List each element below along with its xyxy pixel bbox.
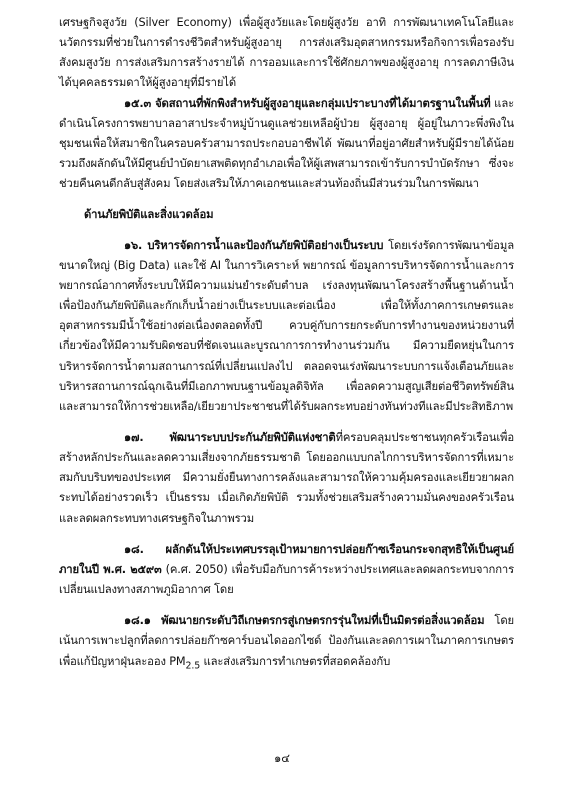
- paragraph-lead-bold: ๑๖. บริหารจัดการน้ำและป้องกันภัยพิบัติอย่างเป็นระบบ: [124, 238, 384, 252]
- paragraph-15-3: [59, 94, 514, 195]
- paragraph-text: (ค.ศ. 2050) เพื่อรับมือกับการค้าระหว่างประเทศและลดผลกระทบจากการเปลี่ยนแปลงทางสภาพภูมิอากาศ โดย: [59, 562, 514, 597]
- paragraph-text: โดยเร่งรัดการพัฒนาข้อมูลขนาดใหญ่ (Big Data) และใช้ AI ในการวิเคราะห์ พยากรณ์ ข้อมูลการบริหารจัดการน้ำและการพยากรณ์อากาศทั้งระบบให้มีความแม่นยำระดับตำบล เร่งลงทุนพัฒนาโครงสร้างพื้นฐานด้านน้ำเพื่อป้องกันภัยพิบัติและกักเก็บน้ำอย่างเป็นระบบและต่อเนื่อง เพื่อให้ทั้งภาคการเกษตรและอุตสาหกรรมมีน้ำใช้อย่างต่อเนื่องตลอดทั้งปี ควบคู่กับการยกระดับการทำงานของหน่วยงานที่เกี่ยวข้องให้มีความรับผิดชอบที่ชัดเจนและบูรณาการการทำงานร่วมกัน มีความยืดหยุ่นในการบริหารจัดการน้ำตามสถานการณ์ที่เปลี่ยนแปลงไป ตลอดจนเร่งพัฒนาระบบการแจ้งเตือนภัยและบริหารสถานการณ์ฉุกเฉินที่มีเอกภาพบนฐานข้อมูลดิจิทัล เพื่อลดความสูญเสียต่อชีวิตทรัพย์สิน และสามารถให้การช่วยเหลือ/เยียวยาประชาชนที่ได้รับผลกระทบอย่างทันท่วงทีและมีประสิทธิภาพ: [59, 238, 514, 413]
- document-body: [59, 13, 514, 676]
- paragraph-16: [59, 236, 514, 417]
- paragraph-17: [59, 428, 514, 529]
- paragraph-18: [59, 540, 514, 600]
- paragraph-text: โดยเน้นการเพาะปลูกที่ลดการปล่อยก๊าซคาร์บอนไดออกไซด์ ป้องกันและลดการเผาในภาคการเกษตรเพื่อแก้ปัญหาฝุ่นละออง PM: [59, 614, 514, 668]
- paragraph-text: ที่ครอบคลุมประชาชนทุกครัวเรือนเพื่อสร้างหลักประกันและลดความเสี่ยงจากภัยธรรมชาติ โดยออกแบบกลไกการบริหารจัดการที่เหมาะสมกับบริบทของประเทศ มีความยั่งยืนทางการคลังและสามารถให้ความคุ้มครองและเยียวยาผลกระทบได้อย่างรวดเร็ว เป็นธรรม เมื่อเกิดภัยพิบัติ รวมทั้งช่วยเสริมสร้างความมั่นคงของครัวเรือนและลดผลกระทบทางเศรษฐกิจในภาพรวม: [59, 430, 514, 525]
- paragraph-silver-economy: [59, 13, 514, 94]
- paragraph-lead-bold: ๑๘.๑ พัฒนายกระดับวิถีเกษตรกรสู่เกษตรกรรุ่นใหม่ที่เป็นมิตรต่อสิ่งแวดล้อม: [124, 614, 485, 628]
- paragraph-18-1: [59, 611, 514, 676]
- paragraph-lead-bold: ๑๕.๓ จัดสถานที่พักพิงสำหรับผู้สูงอายุและกลุ่มเปราะบางที่ได้มาตรฐานในพื้นที่: [124, 96, 491, 110]
- page-number: ๑๔: [273, 751, 290, 765]
- pm-subscript: 2.5: [185, 659, 201, 671]
- paragraph-lead-bold: ๑๘. ผลักดันให้ประเทศบรรลุเป้าหมายการปล่อยก๊าซเรือนกระจกสุทธิให้เป็นศูนย์ภายในปี พ.ศ. ๒๕๙๓: [59, 542, 514, 576]
- paragraph-text: เศรษฐกิจสูงวัย (Silver Economy) เพื่อผู้สูงวัยและโดยผู้สูงวัย อาทิ การพัฒนาเทคโนโลยีและนวัตกรรมที่ช่วยในการดำรงชีวิตสำหรับผู้สูงอายุ การส่งเสริมอุตสาหกรรมหรือกิจการเพื่อรองรับสังคมสูงวัย การส่งเสริมการสร้างรายได้ การออมและการใช้ศักยภาพของผู้สูงอายุ การลดภาษีเงินได้บุคคลธรรมดาให้ผู้สูงอายุที่มีรายได้: [59, 16, 514, 90]
- paragraph-lead-bold: ๑๗. พัฒนาระบบประกันภัยพิบัติแห่งชาติ: [124, 430, 336, 444]
- paragraph-text-tail: และส่งเสริมการทำเกษตรที่สอดคล้องกับ: [200, 654, 391, 668]
- section-heading-disaster-environment: ด้านภัยพิบัติและสิ่งแวดล้อม: [84, 208, 214, 222]
- paragraph-text: และดำเนินโครงการพยาบาลอาสาประจำหมู่บ้านดูแลช่วยเหลือผู้ป่วย ผู้สูงอายุ ผู้อยู่ในภาวะพึ่งพิงในชุมชนเพื่อให้สมาชิกในครอบครัวสามารถประกอบอาชีพได้ พัฒนาที่อยู่อาศัยสำหรับผู้มีรายได้น้อย รวมถึงผลักดันให้มีศูนย์บำบัดยาเสพติดทุกอำเภอเพื่อให้ผู้เสพสามารถเข้ารับการบำบัดรักษา ซึ่งจะช่วยคืนคนดีกลับสู่สังคม โดยส่งเสริมให้ภาคเอกชนและส่วนท้องถิ่นมีส่วนร่วมในการพัฒนา: [59, 96, 515, 191]
